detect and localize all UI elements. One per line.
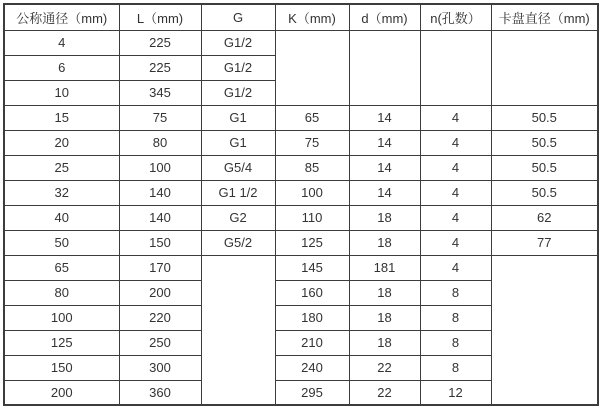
cell-L: 200: [119, 280, 201, 305]
cell-d: 18: [349, 230, 420, 255]
cell-L: 80: [119, 130, 201, 155]
cell-K: 180: [275, 305, 349, 330]
dimension-spec-table: [3, 3, 599, 406]
cell-L: 300: [119, 355, 201, 380]
cell-G: G1 1/2: [201, 180, 275, 205]
header-bolt-circle-K: K（mm): [275, 4, 349, 30]
cell-G: G2: [201, 205, 275, 230]
cell-K: 295: [275, 380, 349, 405]
cell-dn: 25: [4, 155, 119, 180]
cell-n: 8: [420, 330, 491, 355]
cell-n: 8: [420, 355, 491, 380]
header-chuck-diameter: 卡盘直径（mm): [491, 4, 598, 30]
cell-L: 220: [119, 305, 201, 330]
cell-chuck: 50.5: [491, 155, 598, 180]
cell-G: G1/2: [201, 30, 275, 55]
cell-K-empty: [275, 30, 349, 105]
cell-dn: 32: [4, 180, 119, 205]
cell-dn: 200: [4, 380, 119, 405]
cell-n: 12: [420, 380, 491, 405]
cell-L: 100: [119, 155, 201, 180]
cell-d-empty: [349, 30, 420, 105]
cell-d: 18: [349, 280, 420, 305]
table-row: [4, 30, 598, 55]
cell-n: 4: [420, 230, 491, 255]
cell-dn: 4: [4, 30, 119, 55]
cell-K: 100: [275, 180, 349, 205]
cell-dn: 150: [4, 355, 119, 380]
cell-L: 140: [119, 180, 201, 205]
cell-dn: 125: [4, 330, 119, 355]
cell-d: 18: [349, 205, 420, 230]
cell-K: 240: [275, 355, 349, 380]
cell-L: 225: [119, 55, 201, 80]
cell-d: 14: [349, 130, 420, 155]
cell-n: 8: [420, 280, 491, 305]
cell-d: 22: [349, 380, 420, 405]
cell-dn: 65: [4, 255, 119, 280]
cell-G: G1/2: [201, 80, 275, 105]
cell-L: 150: [119, 230, 201, 255]
cell-dn: 10: [4, 80, 119, 105]
cell-chuck: 50.5: [491, 130, 598, 155]
cell-n: 8: [420, 305, 491, 330]
cell-n: 4: [420, 105, 491, 130]
cell-d: 22: [349, 355, 420, 380]
cell-chuck: 77: [491, 230, 598, 255]
cell-dn: 80: [4, 280, 119, 305]
cell-L: 170: [119, 255, 201, 280]
cell-K: 85: [275, 155, 349, 180]
cell-n: 4: [420, 255, 491, 280]
cell-dn: 50: [4, 230, 119, 255]
cell-d: 18: [349, 305, 420, 330]
cell-L: 250: [119, 330, 201, 355]
cell-G-empty: [201, 255, 275, 405]
cell-G: G1: [201, 105, 275, 130]
cell-G: G1/2: [201, 55, 275, 80]
cell-dn: 20: [4, 130, 119, 155]
cell-chuck-empty: [491, 255, 598, 405]
cell-chuck-empty: [491, 30, 598, 105]
cell-n: 4: [420, 205, 491, 230]
cell-chuck: 50.5: [491, 105, 598, 130]
cell-n: 4: [420, 155, 491, 180]
cell-L: 360: [119, 380, 201, 405]
cell-d: 14: [349, 155, 420, 180]
header-nominal-diameter: 公称通径（mm): [4, 4, 119, 30]
header-hole-count-n: n(孔数）: [420, 4, 491, 30]
cell-G: G1: [201, 130, 275, 155]
cell-K: 75: [275, 130, 349, 155]
cell-n-empty: [420, 30, 491, 105]
table-row: [4, 105, 598, 130]
cell-n: 4: [420, 180, 491, 205]
cell-K: 210: [275, 330, 349, 355]
cell-L: 75: [119, 105, 201, 130]
cell-G: G5/2: [201, 230, 275, 255]
table-row: [4, 230, 598, 255]
cell-d: 18: [349, 330, 420, 355]
table-row: [4, 180, 598, 205]
cell-d: 14: [349, 105, 420, 130]
cell-d: 181: [349, 255, 420, 280]
header-hole-diameter-d: d（mm): [349, 4, 420, 30]
cell-chuck: 50.5: [491, 180, 598, 205]
cell-K: 65: [275, 105, 349, 130]
cell-K: 125: [275, 230, 349, 255]
cell-G: G5/4: [201, 155, 275, 180]
table-row: [4, 155, 598, 180]
cell-n: 4: [420, 130, 491, 155]
table-row: [4, 205, 598, 230]
cell-K: 160: [275, 280, 349, 305]
table-row: [4, 130, 598, 155]
cell-d: 14: [349, 180, 420, 205]
cell-dn: 6: [4, 55, 119, 80]
cell-L: 345: [119, 80, 201, 105]
header-length-L: L（mm): [119, 4, 201, 30]
cell-dn: 40: [4, 205, 119, 230]
cell-dn: 15: [4, 105, 119, 130]
cell-K: 145: [275, 255, 349, 280]
cell-K: 110: [275, 205, 349, 230]
header-thread-G: G: [201, 4, 275, 30]
cell-dn: 100: [4, 305, 119, 330]
cell-chuck: 62: [491, 205, 598, 230]
table-row: [4, 255, 598, 280]
cell-L: 225: [119, 30, 201, 55]
cell-L: 140: [119, 205, 201, 230]
header-row: [4, 4, 598, 30]
